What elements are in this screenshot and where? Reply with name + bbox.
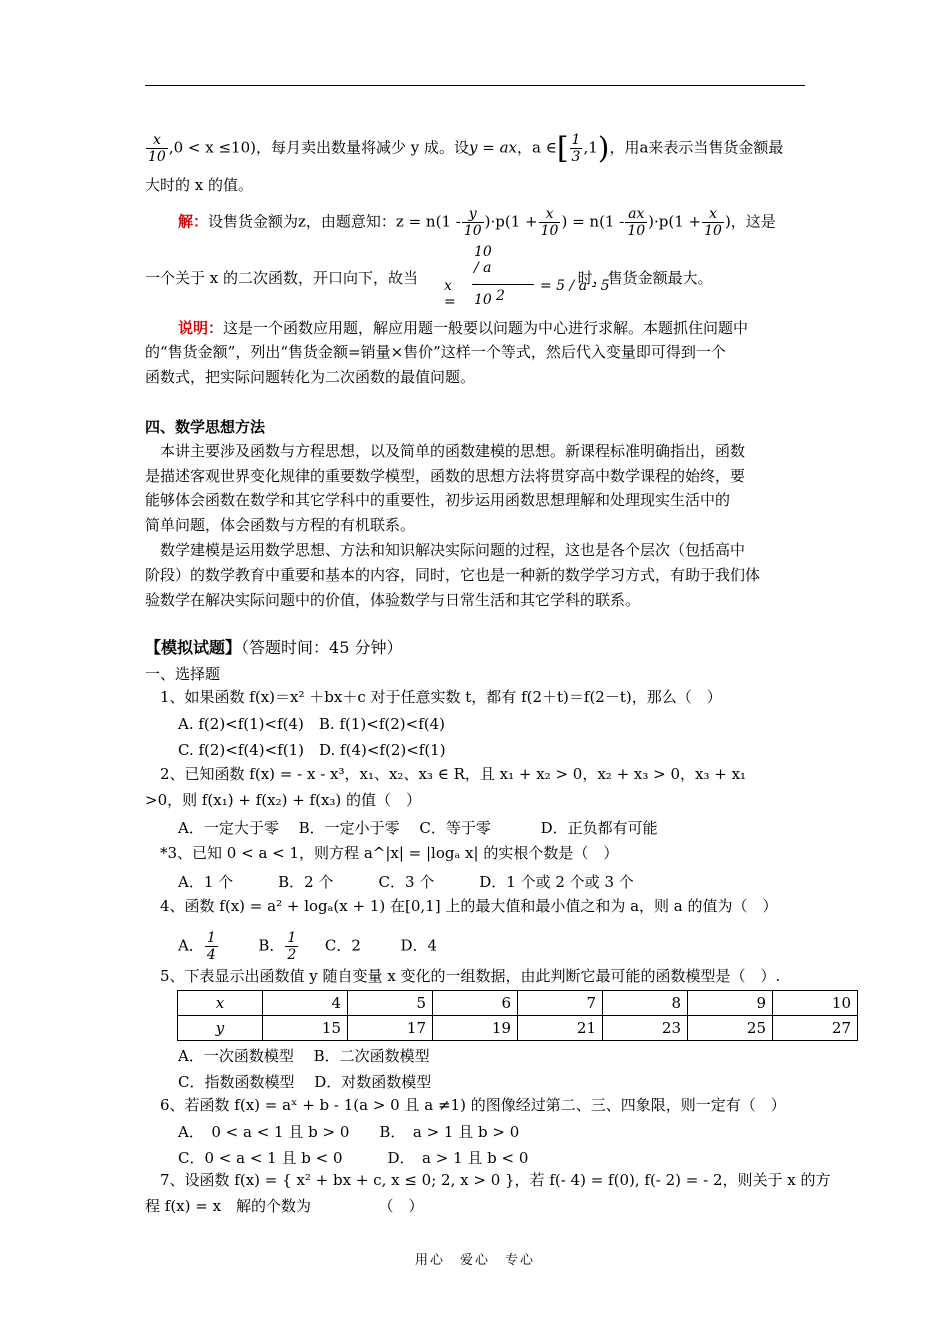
q1-options-1: A. f(2)<f(1)<f(4) B. f(1)<f(2)<f(4)	[178, 715, 445, 733]
q5-options-1: A．一次函数模型 B．二次函数模型	[178, 1047, 430, 1065]
q5-options-2: C．指数函数模型 D．对数函数模型	[178, 1073, 432, 1091]
solution-label: 解：	[178, 212, 209, 231]
note-line-2: 的“售货金额”，列出“售货金额=销量×售价”这样一个等式，然后代入变量即可得到一个	[145, 343, 726, 361]
q3-options: A．1 个 B．2 个 C．3 个 D．1 个或 2 个或 3 个	[178, 873, 634, 891]
q7-stem-2: 程 f(x) = x 解的个数为 （ ）	[145, 1197, 424, 1215]
mock-title: 【模拟试题】（答题时间：45 分钟）	[145, 638, 403, 657]
solution-line-1: 解：设售货金额为z，由题意知：z = n(1 - $\frac{y}{10}$ )·p(1 + $\frac{x}{10}$ ) = n(1 - $\frac{ax}{10}$ )·p(1 + $\frac{x}{10}$ )，这是	[178, 206, 776, 239]
section4-p2-l2: 阶段）的数学教育中重要和基本的内容，同时，它也是一种新的数学学习方式，有助于我们体	[145, 566, 761, 584]
q7-stem: 7、设函数 f(x) = { x² + bx + c, x ≤ 0; 2, x > 0 }，若 f(- 4) = f(0), f(- 2) = - 2，则关于 x 的方	[160, 1171, 831, 1189]
note-line-1: 说明：这是一个函数应用题，解应用题一般要以问题为中心进行求解。本题抓住问题中	[178, 319, 749, 337]
fraction-x-over-10: $\frac{x}{10}$	[148, 132, 166, 165]
table-row-y: y 15 17 19 21 23 25 27	[178, 1016, 858, 1041]
problem-line-2: 大时的 x 的值。	[145, 176, 253, 194]
solution-line-2: 一个关于 x 的二次函数，开口向下，故当 时，售货金额最大。	[145, 269, 713, 287]
section4-title: 四、数学思想方法	[145, 418, 266, 436]
q4-stem: 4、函数 f(x) = a² + logₐ(x + 1) 在[0,1] 上的最大值和最小值之和为 a，则 a 的值为（ ）	[160, 897, 778, 915]
page-footer: 用心 爱心 专心	[414, 1253, 535, 1268]
note-line-3: 函数式，把实际问题转化为二次函数的最值问题。	[145, 368, 476, 386]
section4-p1-l2: 是描述客观世界变化规律的重要数学模型，函数的思想方法将贯穿高中数学课程的始终，要	[145, 467, 746, 485]
q5-value-table	[177, 990, 858, 1041]
q1-options-2: C. f(2)<f(4)<f(1) D. f(4)<f(2)<f(1)	[178, 741, 446, 759]
fraction-one-third: $\frac{1}{3}$	[571, 132, 581, 165]
section4-p2-l3: 验数学在解决实际问题中的价值，体验数学与日常生活和其它学科的联系。	[145, 591, 641, 609]
section4-p1-l1: 本讲主要涉及函数与方程思想，以及简单的函数建模的思想。新课程标准明确指出，函数	[160, 442, 746, 460]
section4-p1-l3: 能够体会函数在数学和其它学科中的重要性，初步运用函数思想理解和处理现实生活中的	[145, 491, 731, 509]
problem-line-1: $\frac{x}{10}$ ,0 < x ≤10)，每月卖出数量将减少 y 成。设y = ax，a ∈[ $\frac{1}{3}$ ,1)，用a来表示当售货金额最	[148, 130, 784, 166]
part1-heading: 一、选择题	[145, 665, 221, 683]
q6-options-1: A． 0 < a < 1 且 b > 0 B． a > 1 且 b > 0	[178, 1123, 520, 1141]
q6-stem: 6、若函数 f(x) = aˣ + b - 1(a > 0 且 a ≠1) 的图像经过第二、三、四象限，则一定有（ ）	[160, 1096, 786, 1114]
section4-p2-l1: 数学建模是运用数学思想、方法和知识解决实际问题的过程，这也是各个层次（包括高中	[160, 541, 746, 559]
q3-stem: *3、已知 0 < a < 1，则方程 a^|x| = |logₐ x| 的实根个数是（ ）	[160, 844, 619, 862]
q2-stem-2: >0，则 f(x₁) + f(x₂) + f(x₃) 的值（ ）	[145, 791, 422, 809]
q1-stem: 1、如果函数 f(x)＝x² ＋bx＋c 对于任意实数 t，都有 f(2＋t)＝f(2－t)，那么（ ）	[160, 688, 722, 706]
q2-options: A．一定大于零 B．一定小于零 C．等于零 D．正负都有可能	[178, 819, 658, 837]
table-row-x: x 4 5 6 7 8 9 10	[178, 991, 858, 1016]
q5-stem: 5、下表显示出函数值 y 随自变量 x 变化的一组数据，由此判断它最可能的函数模型是（ ）.	[160, 967, 781, 985]
header-rule	[145, 85, 805, 86]
section4-p1-l4: 简单问题，体会函数与方程的有机联系。	[145, 516, 416, 534]
q6-options-2: C．0 < a < 1 且 b < 0 D． a > 1 且 b < 0	[178, 1149, 529, 1167]
q2-stem: 2、已知函数 f(x) = - x - x³，x₁、x₂、x₃ ∈ R，且 x₁ + x₂ > 0，x₂ + x₃ > 0，x₃ + x₁	[160, 765, 747, 783]
q4-options: A． $\frac{1}{4}$ B． $\frac{1}{2}$ C．2 D．4	[178, 930, 438, 963]
